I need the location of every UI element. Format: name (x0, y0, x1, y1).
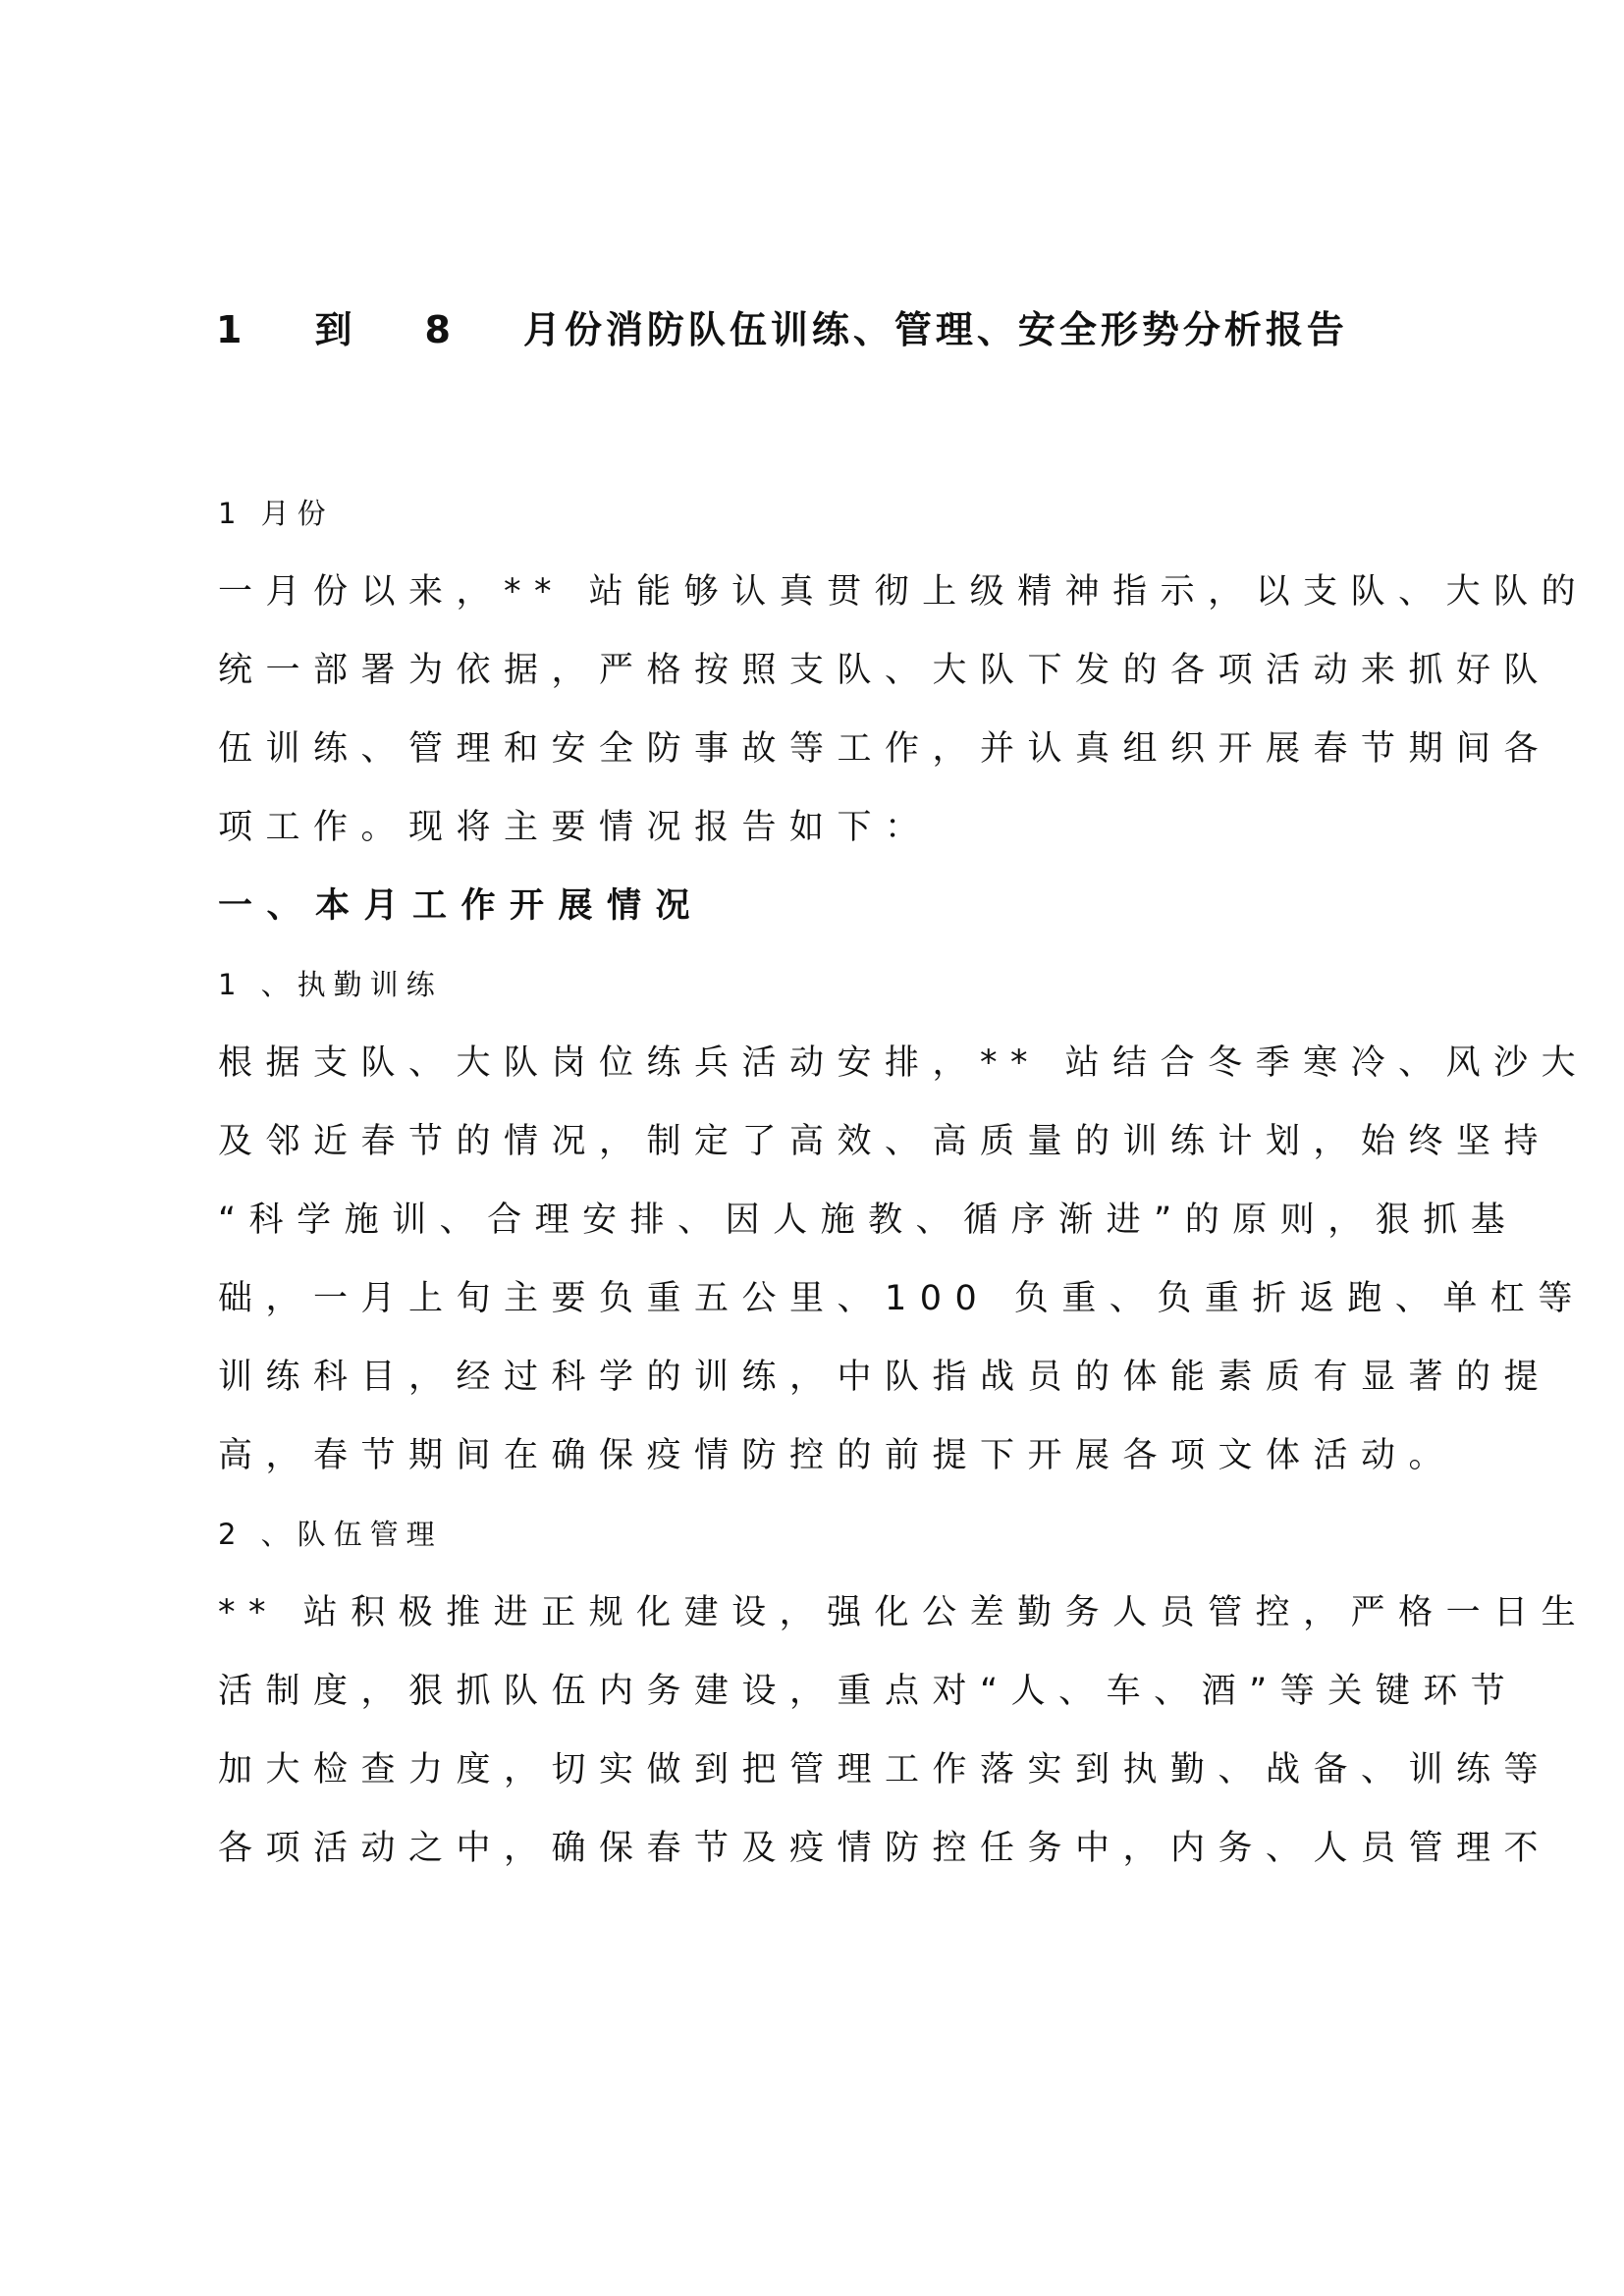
title-number-start: 1 (216, 308, 246, 351)
title-number-end: 8 (424, 308, 455, 351)
title-to: 到 (314, 308, 356, 351)
month-label: 1 月份 (218, 497, 334, 530)
paragraph-line: 及邻近春节的情况，制定了高效、高质量的训练计划，始终坚持 (218, 1122, 1552, 1161)
subsection-heading-training: 1 、执勤训练 (218, 968, 443, 1001)
paragraph-line: 伍训练、管理和安全防事故等工作，并认真组织开展春节期间各 (218, 729, 1552, 769)
paragraph-line: 加大检查力度，切实做到把管理工作落实到执勤、战备、训练等 (218, 1750, 1552, 1789)
document-body (218, 486, 1590, 1899)
paragraph-line: ** 站积极推进正规化建设，强化公差勤务人员管控，严格一日生 (218, 1593, 1590, 1632)
paragraph-line: 高，春节期间在确保疫情防控的前提下开展各项文体活动。 (218, 1436, 1457, 1475)
paragraph-line: 项工作。现将主要情况报告如下： (218, 808, 933, 847)
document-title (216, 302, 1424, 357)
paragraph-line: 一月份以来，** 站能够认真贯彻上级精神指示，以支队、大队的 (218, 572, 1590, 612)
paragraph-line: 各项活动之中，确保春节及疫情防控任务中，内务、人员管理不 (218, 1829, 1552, 1868)
section-heading: 一、本月工作开展情况 (218, 886, 705, 926)
paragraph-line: 根据支队、大队岗位练兵活动安排，** 站结合冬季寒冷、风沙大 (218, 1043, 1590, 1083)
title-text: 月份消防队伍训练、管理、安全形势分析报告 (522, 308, 1348, 351)
paragraph-line: 训练科目，经过科学的训练，中队指战员的体能素质有显著的提 (218, 1358, 1552, 1397)
paragraph-line: 活制度，狠抓队伍内务建设，重点对“人、车、酒”等关键环节 (218, 1672, 1519, 1711)
paragraph-line: “科学施训、合理安排、因人施教、循序渐进”的原则，狠抓基 (218, 1201, 1519, 1240)
subsection-heading-management: 2 、队伍管理 (218, 1518, 443, 1551)
paragraph-line: 础，一月上旬主要负重五公里、100 负重、负重折返跑、单杠等 (218, 1279, 1586, 1318)
paragraph-line: 统一部署为依据，严格按照支队、大队下发的各项活动来抓好队 (218, 651, 1552, 690)
